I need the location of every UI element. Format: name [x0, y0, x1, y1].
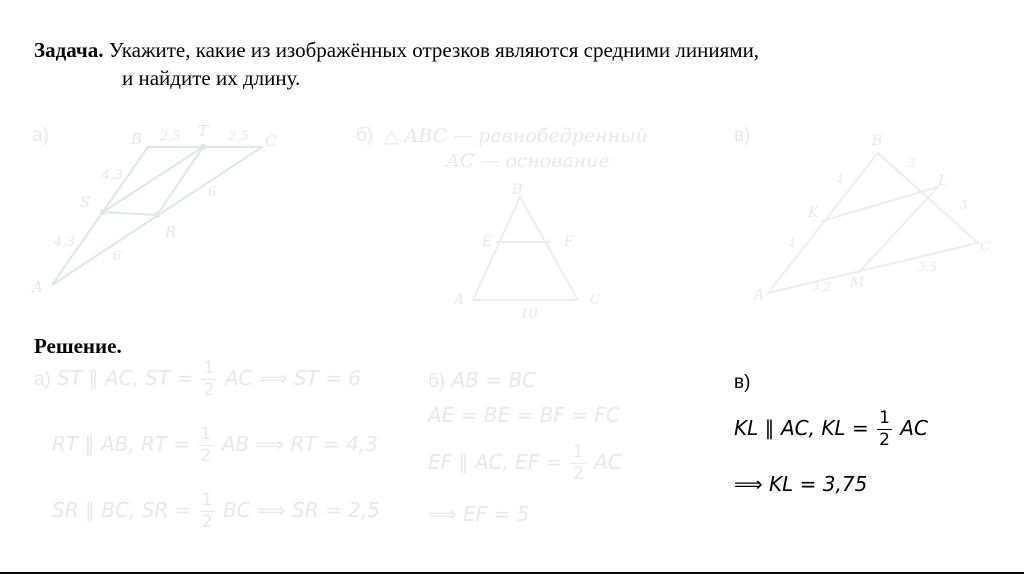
solution-b-label: б): [428, 371, 446, 392]
point-e: E: [482, 234, 493, 250]
solution-a-row3-pre: SR ∥ BC, SR =: [52, 498, 192, 522]
solution-b-row2: AE = BE = BF = FC: [428, 403, 620, 427]
solution-a-row3-post: BC ⟹ SR = 2,5: [222, 498, 380, 522]
segment-sr: [103, 212, 157, 215]
solution-b-row4: ⟹ EF = 5: [428, 502, 530, 526]
point-a3: A: [754, 287, 765, 303]
point-t: T: [198, 122, 209, 140]
point-c: C: [265, 132, 277, 150]
segment-rt: [157, 147, 203, 215]
point-b: B: [131, 130, 143, 148]
point-r-dot: [154, 212, 160, 218]
segment-kl: [822, 187, 938, 221]
measure-base: 10: [520, 306, 538, 320]
measure-bk: 4: [836, 172, 844, 186]
solution-title: Решение.: [34, 334, 122, 358]
measure-rc: 6: [208, 185, 217, 200]
measure-bt: 2,5: [160, 129, 181, 144]
solution-a-label: а): [34, 369, 51, 390]
point-k: K: [808, 205, 819, 221]
figure-b-label: б): [356, 125, 374, 146]
point-f: F: [564, 234, 574, 250]
task-title: Задача.: [34, 38, 104, 62]
fraction-half: $\frac{1}{2}$: [572, 442, 584, 484]
solution-b-row3-post: AC: [594, 450, 622, 474]
figure-a: [0, 110, 300, 310]
solution-c-row1-post: AC: [900, 416, 928, 440]
fraction-half: $\frac{1}{2}$: [201, 490, 213, 532]
point-l: L: [938, 173, 948, 189]
point-t-dot: [200, 144, 206, 150]
point-c2: C: [590, 292, 601, 308]
figure-b-caption-2: AC — основание: [446, 150, 610, 172]
point-s-dot: [100, 209, 106, 215]
measure-ar: 6: [113, 249, 122, 264]
figure-b-caption-1: △ ABC — равнобедренный: [384, 125, 648, 147]
point-s: S: [80, 193, 91, 211]
point-r: R: [165, 223, 177, 241]
measure-am: 3,2: [812, 280, 832, 294]
figure-b: [440, 180, 620, 320]
measure-bl: 3: [908, 156, 916, 170]
figure-c: [740, 125, 1010, 305]
solution-a-row2-post: AB ⟹ RT = 4,3: [221, 432, 378, 456]
solution-a-row2-pre: RT ∥ AB, RT =: [52, 432, 191, 456]
point-a2: A: [454, 292, 465, 308]
solution-c-row1-pre: KL ∥ AC, KL =: [734, 416, 869, 440]
solution-c-label: в): [734, 372, 751, 393]
point-b2: B: [512, 182, 523, 198]
solution-a-row1-pre: ST ∥ AC, ST =: [57, 366, 194, 390]
figure-c-label: в): [734, 125, 751, 146]
measure-mc: 3,5: [918, 260, 938, 274]
figure-a-label: а): [32, 125, 49, 146]
solution-b-row3-pre: EF ∥ AC, EF =: [428, 450, 563, 474]
measure-sa: 4,3: [54, 235, 75, 250]
measure-ka: 4: [788, 236, 796, 250]
task-line-1: Укажите, какие из изображённых отрезков являются средними линиями,: [108, 38, 760, 62]
fraction-half: $\frac{1}{2}$: [203, 358, 215, 400]
point-m: M: [850, 275, 865, 291]
measure-tc: 2,5: [228, 129, 249, 144]
solution-a-row1-post: AC ⟹ ST = 6: [224, 366, 361, 390]
task-line-2: и найдите их длину.: [122, 66, 301, 91]
measure-lc: 3: [960, 198, 968, 212]
point-a: A: [32, 278, 43, 296]
point-c3: C: [980, 239, 991, 255]
solution-c-row2: ⟹ KL = 3,75: [734, 472, 868, 496]
point-b3: B: [872, 133, 883, 149]
task-statement: [34, 36, 759, 93]
fraction-half: $\frac{1}{2}$: [200, 424, 212, 466]
fraction-half: $\frac{1}{2}$: [879, 408, 890, 450]
solution-b-row1: AB = BC: [451, 368, 537, 392]
measure-bs: 4,3: [102, 168, 123, 183]
